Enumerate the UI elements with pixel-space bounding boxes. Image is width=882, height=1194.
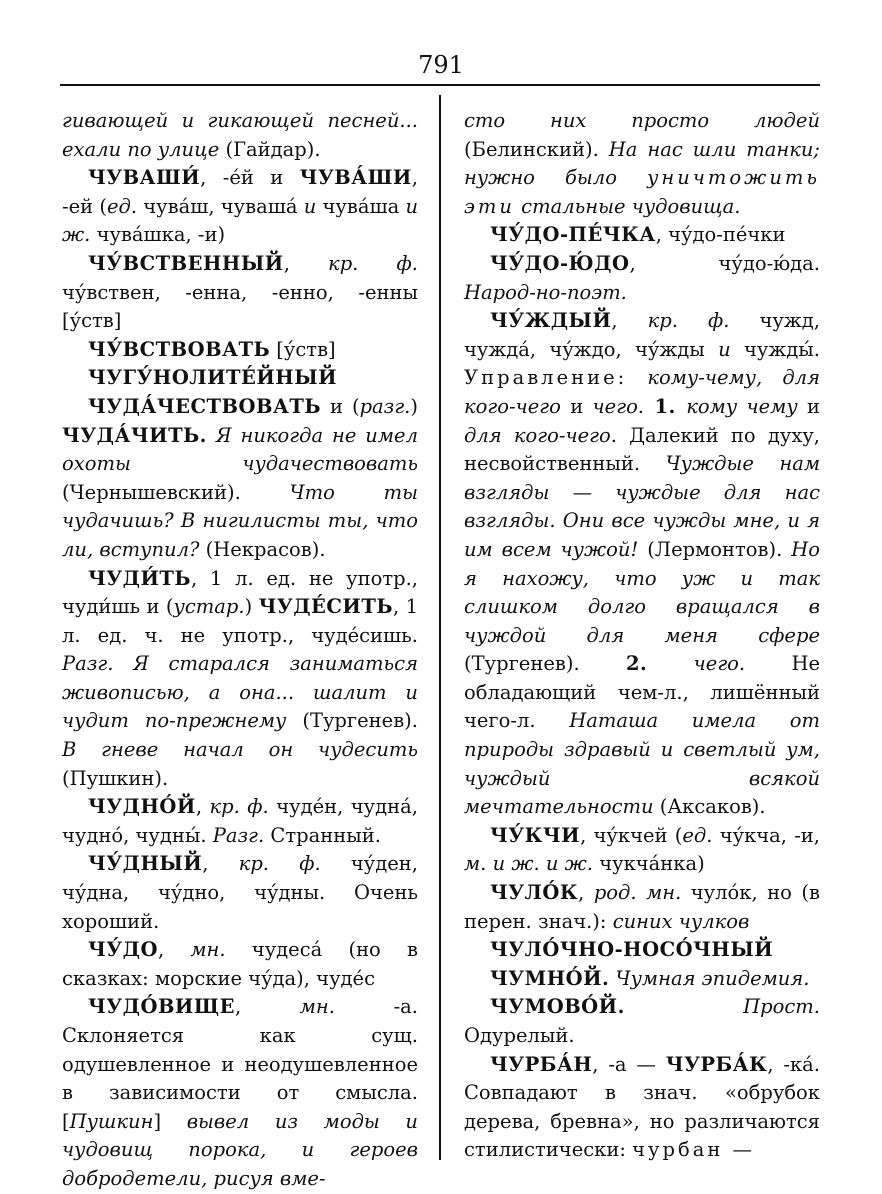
headword: 2.	[625, 652, 648, 676]
right-column	[464, 107, 820, 1165]
entry-text: чужды́.	[730, 337, 820, 361]
dictionary-entry	[62, 336, 418, 365]
entry-text: чуде́н, чудна́, чудно́, чудны́.	[62, 795, 418, 847]
entry-text: чурбан —	[632, 1138, 756, 1162]
italic-text: и	[718, 337, 731, 361]
italic-text: и	[303, 194, 317, 218]
entry-text: Управление:	[464, 366, 628, 390]
entry-text: , -ей (	[62, 166, 418, 218]
italic-text: Чуждые нам взгляды — чуждые для нас взгляды. Они все чужды мне, и я им всем чужой!	[464, 452, 821, 561]
entry-text: Далекий по духу, несвойственный.	[464, 423, 820, 476]
headword: ЧУВА́ШИ	[299, 166, 412, 190]
italic-text: кр. ф.	[238, 852, 321, 876]
headword: ЧУ́ВСТВОВАТЬ	[88, 337, 271, 361]
italic-text: Разг. Я старался заниматься живописью, а она... шалит и чудит по-прежнему	[62, 652, 418, 733]
italic-text: мн.	[299, 995, 335, 1019]
headword: ЧУРБА́К	[665, 1052, 768, 1076]
entry-text: чужд, чужда́, чу́ждо, чу́жды	[464, 309, 820, 361]
entry-text: )	[244, 595, 259, 619]
headword: ЧУДО́ВИЩЕ	[88, 995, 235, 1019]
entry-text: (Гайдар).	[219, 137, 321, 161]
entry-text: , 1 л. ед. ч. не употр., чуде́сишь.	[62, 595, 418, 647]
headword: ЧУ́ДО	[88, 938, 158, 962]
italic-text: Я никогда не имел охоты чудачествовать	[62, 423, 418, 476]
column-divider	[439, 95, 441, 1160]
entry-text: ,	[578, 881, 594, 905]
entry-text: , чу́до-ю́да.	[629, 251, 820, 275]
headword: ЧУМОВО́Й.	[490, 995, 625, 1019]
entry-text: и (	[320, 394, 360, 418]
entry-continuation	[464, 107, 820, 221]
italic-text: Разг.	[212, 823, 265, 847]
entry-text: чукча́нка)	[593, 852, 705, 876]
italic-text: сто них просто людей	[464, 109, 820, 132]
entry-text	[625, 995, 743, 1018]
entry-text: )	[410, 394, 418, 418]
italic-text: вывел из моды и чудовищ порока, и героев добродетели, рисуя вме-	[62, 1109, 418, 1190]
italic-text: чего.	[592, 394, 645, 418]
italic-text: кр. ф.	[209, 795, 269, 819]
entry-text: чу́вствен, -енна, -енно, -енны [у́ств]	[62, 280, 418, 333]
entry-text: , -ка́. Совпадают в знач. «обрубок дерева, бревна», но различаются стилистически:	[464, 1052, 821, 1162]
entry-text: (Пушкин).	[62, 766, 169, 790]
entry-text: и	[560, 394, 593, 418]
dictionary-entry	[62, 565, 418, 794]
dictionary-entry	[464, 1051, 820, 1165]
entry-text: (Тургенев).	[286, 709, 418, 733]
entry-text: [у́ств]	[270, 337, 336, 361]
entry-text: ,	[202, 852, 239, 876]
entry-text: (Лермонтов).	[638, 537, 792, 561]
italic-text: устар.	[173, 595, 245, 619]
entry-text: чуло́к, но (в перен. знач.):	[464, 881, 820, 933]
dictionary-entry	[62, 793, 418, 850]
italic-text: кому чему	[686, 394, 798, 418]
entry-text: Одурелый.	[464, 1024, 575, 1047]
italic-text: На нас шли танки; нужно было	[464, 137, 820, 190]
italic-text: Прост.	[743, 995, 820, 1019]
entry-text: чува́шка, -и)	[90, 223, 226, 247]
dictionary-entry	[62, 936, 418, 993]
dictionary-entry	[464, 965, 820, 994]
entry-text: ,	[283, 251, 329, 275]
italic-text: род. мн.	[593, 881, 682, 905]
entry-text: , чу́кчей (	[580, 823, 683, 847]
headword: ЧУВАШИ́	[88, 166, 201, 190]
italic-text: кому-чему, для кого-чего	[464, 366, 821, 418]
italic-text: Но я нахожу, что уж и так слишком долго вращался в чуждой для меня сфере	[464, 537, 820, 647]
dictionary-entry	[464, 879, 820, 936]
headword: ЧУДА́ЧИТЬ.	[62, 423, 207, 447]
headword: ЧУ́КЧИ	[490, 823, 581, 847]
italic-text: Что ты чудачишь? В нигилисты ты, что ли, вступил?	[62, 480, 418, 561]
entry-text: (Некрасов).	[199, 537, 326, 561]
entry-text: Странный.	[264, 823, 381, 847]
entry-text: чудеса́ (но в сказках: морские чу́да), чуде́с	[62, 938, 418, 990]
headword: ЧУ́ДО-ПЕ́ЧКА	[490, 223, 656, 247]
headword: ЧУ́ДО-Ю́ДО	[490, 251, 630, 275]
italic-text: и ж.	[62, 194, 418, 247]
entry-text: чу́кча, -и,	[712, 823, 821, 847]
entry-text: чува́ш, чуваша́	[137, 194, 304, 218]
italic-text: чего.	[693, 652, 746, 676]
entry-text: ,	[234, 995, 300, 1019]
italic-text: м. и ж. и ж.	[464, 852, 594, 876]
entry-continuation	[62, 107, 418, 164]
entry-text	[627, 366, 647, 389]
italic-text: Народ-но-поэт.	[464, 280, 627, 304]
italic-text: стальные чудовища.	[514, 194, 741, 218]
dictionary-entry	[62, 993, 418, 1193]
entry-text: Не обладающий чем-л., лишённый чего-л.	[464, 652, 820, 733]
dictionary-entry	[62, 393, 418, 565]
italic-text: для кого-чего.	[464, 423, 617, 447]
dictionary-entry	[464, 221, 820, 250]
headword: ЧУ́ЖДЫЙ	[490, 309, 612, 333]
dictionary-entry	[464, 936, 820, 965]
italic-text: уничтожить эти	[464, 166, 820, 218]
entry-text: ]	[153, 1109, 187, 1133]
dictionary-entry	[464, 250, 820, 307]
italic-text: синих чулков	[612, 909, 750, 933]
dictionary-entry	[464, 822, 820, 879]
headword: ЧУМНО́Й.	[490, 966, 610, 990]
entry-text: ,	[157, 938, 191, 962]
entry-text: ,	[195, 795, 210, 819]
headword: ЧУ́ВСТВЕННЫЙ	[88, 251, 284, 275]
headword: ЧУДА́ЧЕСТВОВАТЬ	[88, 394, 321, 418]
italic-text: мн.	[190, 938, 226, 962]
italic-text: гивающей и гикающей песней... ехали по улице	[62, 109, 418, 161]
entry-text: , -а —	[592, 1052, 666, 1076]
entry-text: (Тургенев).	[464, 652, 626, 676]
dictionary-entry	[62, 164, 418, 250]
entry-text	[647, 652, 693, 675]
headword: ЧУДНО́Й	[88, 795, 196, 819]
entry-text: , чу́до-пе́чки	[655, 223, 786, 247]
headword: ЧУДИ́ТЬ	[88, 566, 191, 590]
headword: ЧУРБА́Н	[490, 1052, 593, 1076]
entry-text: ,	[611, 309, 648, 333]
dictionary-entry	[464, 993, 820, 1050]
entry-text: , 1 л. ед. не употр., чуди́шь и (	[62, 566, 418, 619]
italic-text: Пушкин	[69, 1109, 154, 1133]
entry-text: (Чернышевский).	[62, 480, 290, 504]
left-column	[62, 107, 418, 1194]
entry-text: чува́ша	[316, 194, 406, 218]
entry-text: (Аксаков).	[653, 795, 766, 819]
entry-text: и	[797, 394, 820, 418]
italic-text: ед.	[682, 823, 713, 847]
header-rule	[60, 84, 820, 86]
entry-text: , -е́й и	[200, 166, 300, 190]
entry-text: (Белинский).	[464, 137, 609, 161]
dictionary-entry	[62, 250, 418, 336]
headword: ЧУДЕ́СИТЬ	[258, 595, 393, 619]
dictionary-entry	[464, 307, 820, 822]
italic-text: В гневе начал он чудесить	[62, 738, 418, 762]
headword: 1.	[644, 394, 687, 418]
headword: ЧУЛО́ЧНО-НОСО́ЧНЫЙ	[490, 938, 774, 962]
italic-text: ед.	[106, 194, 138, 218]
dictionary-entry	[62, 850, 418, 936]
italic-text: кр. ф.	[647, 309, 730, 333]
dictionary-entry	[62, 364, 418, 393]
page-number: 791	[418, 51, 464, 79]
italic-text: разг.	[359, 394, 411, 418]
italic-text: Чумная эпидемия.	[615, 966, 810, 990]
headword: ЧУЛО́К	[490, 881, 579, 905]
entry-text: чу́ден, чу́дна, чу́дно, чу́дны. Очень хороший.	[62, 852, 418, 933]
headword: ЧУ́ДНЫЙ	[88, 852, 203, 876]
italic-text: Наташа имела от природы здравый и светлый ум, чуждый всякой мечтательности	[464, 709, 820, 819]
italic-text: кр. ф.	[328, 251, 418, 275]
headword: ЧУГУ́НОЛИТЕ́ЙНЫЙ	[88, 366, 338, 390]
entry-text: -а. Склоняется как сущ. одушевленное и неодушевленное в зависимости от смысла. [	[62, 995, 418, 1133]
